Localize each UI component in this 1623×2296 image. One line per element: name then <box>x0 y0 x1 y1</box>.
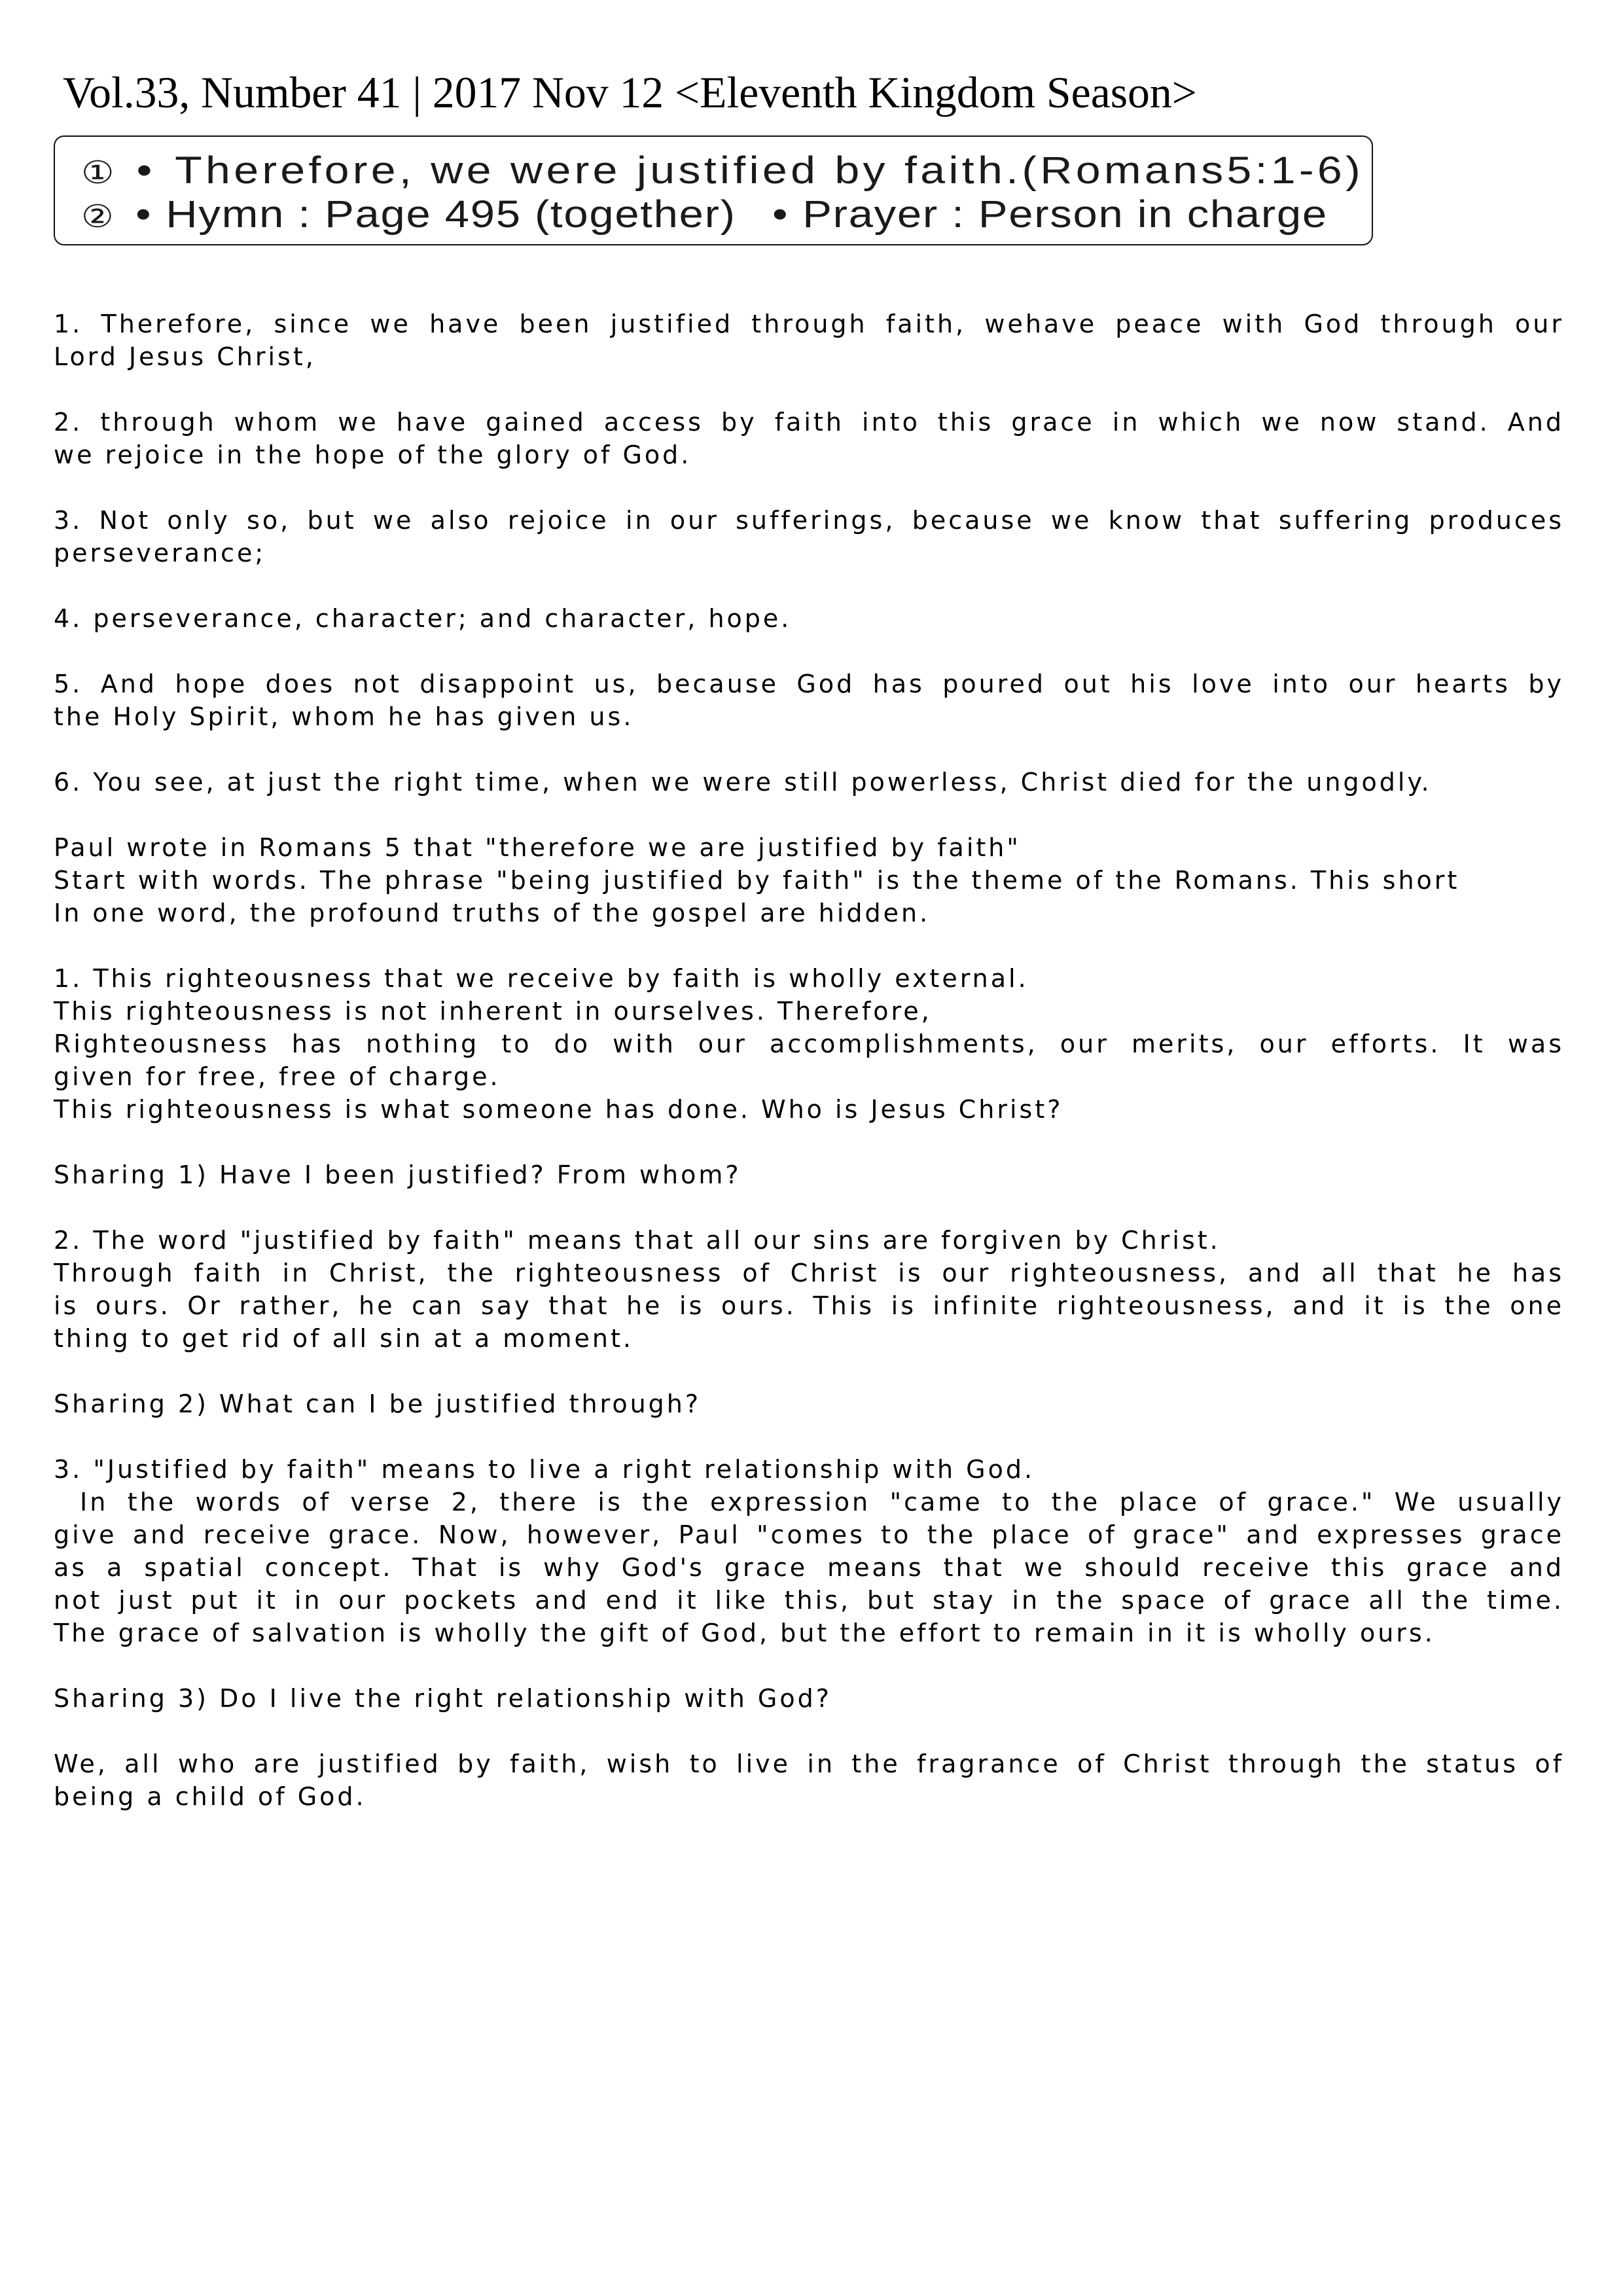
blank-line <box>54 798 1564 831</box>
text-line: as a spatial concept. That is why God's grace means that we should receive this grace and <box>54 1553 1564 1582</box>
text-line: 2. through whom we have gained access by faith into this grace in which we now stand. And <box>54 408 1564 437</box>
text-line: Start with words. The phrase "being justified by faith" is the theme of the Romans. This short <box>54 866 1460 895</box>
text-line: not just put it in our pockets and end it like this, but stay in the space of grace all the time. <box>54 1586 1564 1615</box>
sermon-body <box>54 308 1564 1813</box>
text-line: give and receive grace. Now, however, Paul "comes to the place of grace" and expresses grace <box>54 1520 1564 1549</box>
text-line: Lord Jesus Christ, <box>54 342 316 371</box>
blank-line <box>54 635 1564 668</box>
text-line: This righteousness is what someone has done. Who is Jesus Christ? <box>54 1095 1063 1124</box>
text-line: Sharing 1) Have I been justified? From whom? <box>54 1160 741 1189</box>
sermon-title: Therefore, we were justified by faith.(Romans5:1-6) <box>175 149 1364 192</box>
text-line: 4. perseverance, character; and character, hope. <box>54 604 792 633</box>
text-line: thing to get rid of all sin at a moment. <box>54 1324 633 1353</box>
text-line: the Holy Spirit, whom he has given us. <box>54 702 634 731</box>
sermon-title-line <box>81 146 1364 198</box>
prayer-info: Prayer : Person in charge <box>802 193 1328 236</box>
blank-line <box>54 733 1564 766</box>
bullet-icon: • <box>772 193 789 236</box>
blank-line <box>54 373 1564 406</box>
hymn-info: Hymn : Page 495 (together) <box>166 193 736 236</box>
blank-line <box>54 1715 1564 1748</box>
text-line: In the words of verse 2, there is the expression "came to the place of grace." We usually <box>80 1488 1564 1516</box>
text-line: Sharing 3) Do I live the right relationship with God? <box>54 1684 832 1713</box>
blank-line <box>54 569 1564 602</box>
text-line: 1. This righteousness that we receive by faith is wholly external. <box>54 964 1029 993</box>
circled-number-1-icon: ① <box>81 154 118 191</box>
blank-line <box>54 1191 1564 1224</box>
text-line: Through faith in Christ, the righteousness of Christ is our righteousness, and all that he has <box>54 1259 1564 1287</box>
text-line: 2. The word "justified by faith" means that all our sins are forgiven by Christ. <box>54 1226 1221 1255</box>
text-line: We, all who are justified by faith, wish to live in the fragrance of Christ through the status of <box>54 1749 1564 1778</box>
text-line: 1. Therefore, since we have been justified through faith, wehave peace with God through our <box>54 310 1564 338</box>
text-line: Paul wrote in Romans 5 that "therefore we are justified by faith" <box>54 833 1021 862</box>
hymn-prayer-line <box>81 193 1328 238</box>
blank-line <box>54 1649 1564 1682</box>
text-line: 6. You see, at just the right time, when we were still powerless, Christ died for the ungodly. <box>54 768 1432 797</box>
info-box <box>54 135 1373 245</box>
blank-line <box>54 1355 1564 1388</box>
text-line: Righteousness has nothing to do with our accomplishments, our merits, our efforts. It was <box>54 1030 1564 1058</box>
text-line: we rejoice in the hope of the glory of God. <box>54 440 692 469</box>
bulletin-title: Vol.33, Number 41 | 2017 Nov 12 <Eleventh Kingdom Season> <box>63 67 1197 117</box>
text-line: perseverance; <box>54 539 266 567</box>
text-line: 3. Not only so, but we also rejoice in our sufferings, because we know that suffering produces <box>54 506 1564 535</box>
text-line: The grace of salvation is wholly the gift of God, but the effort to remain in it is wholly ours. <box>54 1619 1435 1647</box>
blank-line <box>54 929 1564 962</box>
text-line: is ours. Or rather, he can say that he is ours. This is infinite righteousness, and it is the one <box>54 1291 1564 1320</box>
circled-number-2-icon: ② <box>81 198 115 235</box>
blank-line <box>54 1420 1564 1453</box>
text-line: being a child of God. <box>54 1782 366 1811</box>
text-line: This righteousness is not inherent in ourselves. Therefore, <box>54 997 932 1026</box>
blank-line <box>54 1126 1564 1158</box>
text-line: given for free, free of charge. <box>54 1062 501 1091</box>
blank-line <box>54 471 1564 504</box>
text-line: 5. And hope does not disappoint us, because God has poured out his love into our hearts by <box>54 670 1564 698</box>
bullet-icon: • <box>135 193 152 236</box>
text-line: 3. "Justified by faith" means to live a right relationship with God. <box>54 1455 1035 1484</box>
text-line: Sharing 2) What can I be justified through? <box>54 1390 702 1418</box>
text-line: In one word, the profound truths of the gospel are hidden. <box>54 899 931 927</box>
bullet-icon: • <box>136 149 156 192</box>
